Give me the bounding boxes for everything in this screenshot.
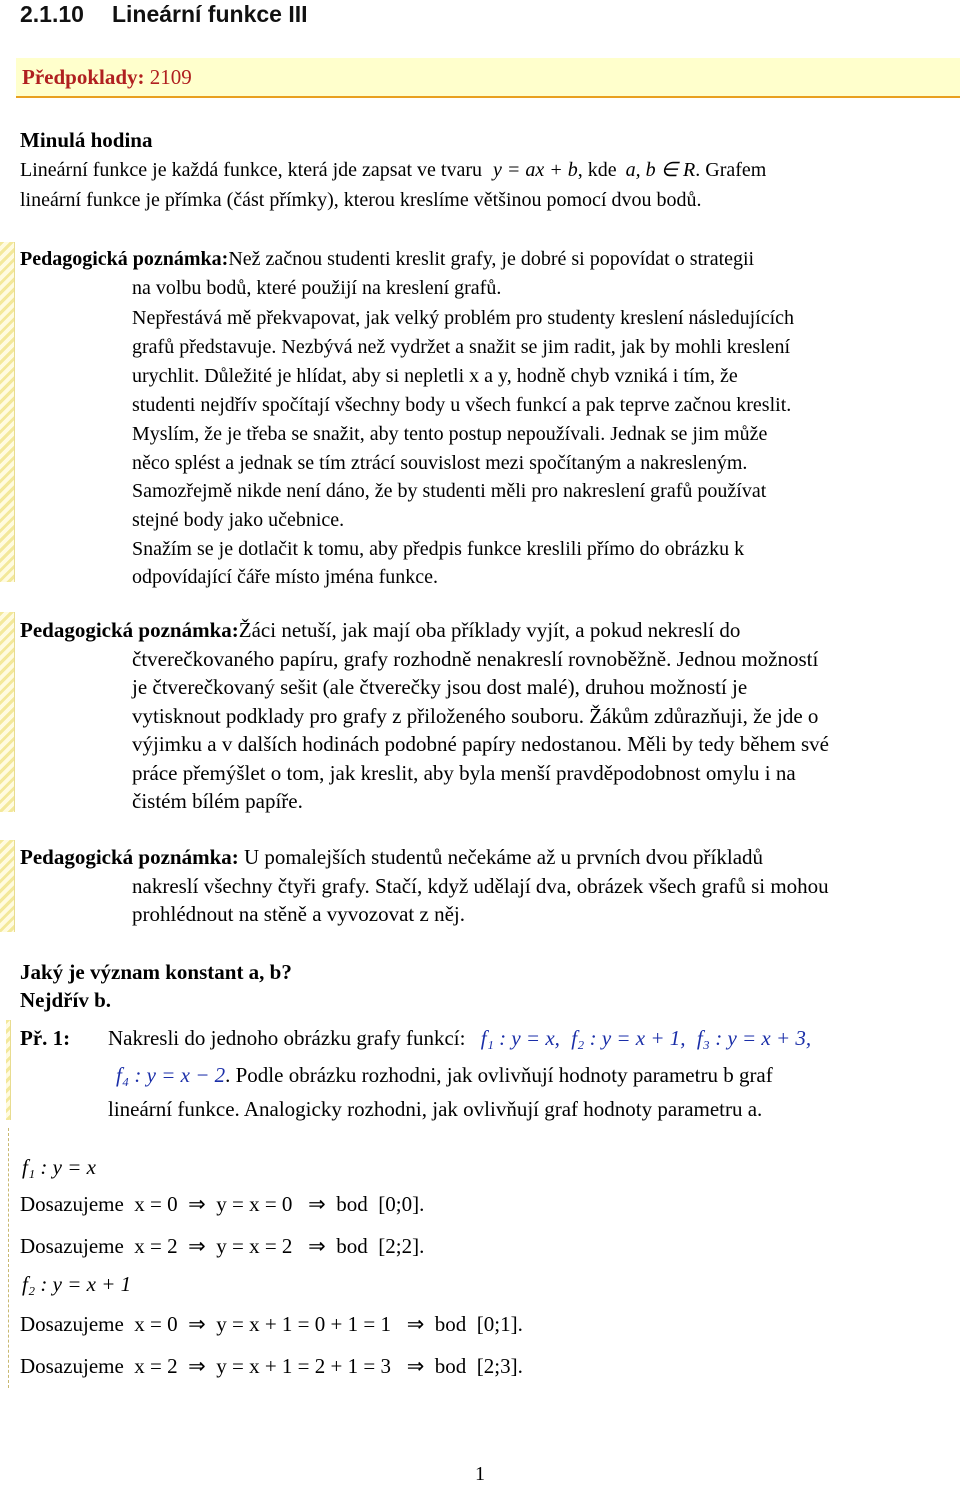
page-number: 1: [475, 1463, 485, 1485]
note-line: čistém bílém papíře.: [132, 789, 303, 813]
prerequisites-label: Předpoklady:: [22, 65, 145, 89]
solution-row: Dosazujeme x = 0 ⇒ y = x + 1 = 0 + 1 = 1 ⇒ bod [0;1].: [20, 1312, 523, 1336]
note-stripe: [0, 612, 15, 812]
note-line: Samozřejmě nikde není dáno, že by studenti měli pro nakreslení grafů používat: [132, 480, 767, 502]
last-lesson-line2: lineární funkce je přímka (část přímky), kterou kreslíme většinou pomocí dvou bodů.: [20, 189, 702, 211]
solution-row: Dosazujeme x = 2 ⇒ y = x + 1 = 2 + 1 = 3 ⇒ bod [2;3].: [20, 1354, 523, 1378]
note-line: vytisknout podklady pro grafy z přiloženého souboru. Žákům zdůrazňuji, že jde o: [132, 704, 819, 728]
note-line: studenti nejdřív spočítají všechny body u všech funkcí a pak teprve začnou kreslit.: [132, 394, 792, 416]
last-lesson-line1: [20, 156, 950, 184]
note-line: výjimku a v dalších hodinách podobné papíry nedostanou. Měli by tedy během své: [132, 732, 829, 756]
last-lesson-text-a: Lineární funkce je každá funkce, která jde zapsat ve tvaru: [20, 159, 482, 181]
note-line: odpovídající čáře místo jména funkce.: [132, 566, 439, 588]
solution-row: Dosazujeme x = 0 ⇒ y = x = 0 ⇒ bod [0;0].: [20, 1192, 425, 1216]
parameter-domain: a, b ∈ R: [625, 159, 696, 181]
function-f4: f₄ : y = x − 2: [116, 1063, 226, 1087]
note-line: grafů představuje. Nezbývá než vydržet a snažit se jim radit, jak by mohli kreslení: [132, 336, 791, 358]
example-stripe: [6, 1020, 11, 1120]
note-line: prohlédnout na stěně a vyvozovat z něj.: [132, 902, 465, 926]
example-label: Př. 1:: [20, 1026, 71, 1050]
note-line: Snažím se je dotlačit k tomu, aby předpis funkce kreslili přímo do obrázku k: [132, 538, 745, 560]
linear-formula: y = ax + b: [492, 159, 578, 181]
note-line: je čtverečkovaný sešit (ale čtverečky jsou dost malé), druhou možností je: [132, 675, 748, 699]
last-lesson-text-c: . Grafem: [695, 159, 767, 181]
note-line: U pomalejších studentů nečekáme až u prvních dvou příkladů: [244, 845, 764, 869]
last-lesson-heading: Minulá hodina: [20, 128, 153, 152]
example-line1: [108, 1024, 811, 1052]
note-line: práce přemýšlet o tom, jak kreslit, aby byla menší pravděpodobnost omylu i na: [132, 761, 796, 785]
note-line: Myslím, že je třeba se snažit, aby tento postup nepoužívali. Jednak se jim může: [132, 423, 768, 445]
function-f3: f₃ : y = x + 3,: [696, 1026, 812, 1050]
solution-f1-head: f₁ : y = x: [22, 1155, 96, 1179]
note-label: Pedagogická poznámka:: [20, 248, 229, 270]
note-line: Než začnou studenti kreslit grafy, je dobré si popovídat o strategii: [228, 248, 755, 270]
solution-f2-head: f₂ : y = x + 1: [22, 1272, 132, 1296]
note-line: něco splést a jednak se tím ztrácí souvislost mezi spočítaným a nakresleným.: [132, 452, 748, 474]
note-line: na volbu bodů, které použijí na kreslení grafů.: [132, 277, 502, 299]
solution-margin: [8, 1128, 10, 1388]
note-stripe: [0, 242, 15, 582]
note-line: Nepřestává mě překvapovat, jak velký problém pro studenty kreslení následujících: [132, 307, 795, 329]
title-text: Lineární funkce III: [111, 1, 308, 27]
function-f2: f₂ : y = x + 1,: [571, 1026, 686, 1050]
note-line: nakreslí všechny čtyři grafy. Stačí, když udělají dva, obrázek všech grafů si mohou: [132, 874, 829, 898]
note-line: Žáci netuší, jak mají oba příklady vyjít, a pokud nekreslí do: [238, 618, 741, 642]
example-text: Nakresli do jednoho obrázku grafy funkcí:: [108, 1026, 466, 1050]
question-subheading: Nejdřív b.: [20, 988, 111, 1012]
last-lesson-text-b: , kde: [577, 159, 617, 181]
page-title: [20, 0, 308, 28]
example-text: . Podle obrázku rozhodni, jak ovlivňují hodnoty parametru b graf: [225, 1063, 773, 1087]
note-label: Pedagogická poznámka:: [20, 618, 239, 642]
section-number: 2.1.10: [20, 1, 84, 27]
question-heading: Jaký je význam konstant a, b?: [20, 960, 292, 984]
function-f1: f₁ : y = x,: [480, 1026, 560, 1050]
prerequisites-value: 2109: [149, 65, 192, 89]
note-line: urychlit. Důležité je hlídat, aby si nepletli x a y, hodně chyb vzniká i tím, že: [132, 365, 738, 387]
note-label: Pedagogická poznámka:: [20, 845, 239, 869]
solution-row: Dosazujeme x = 2 ⇒ y = x = 2 ⇒ bod [2;2].: [20, 1234, 425, 1258]
prerequisites-box: [16, 58, 960, 98]
note-line: stejné body jako učebnice.: [132, 509, 345, 531]
note-line: čtverečkovaného papíru, grafy rozhodně nenakreslí rovnoběžně. Jednou možností: [132, 647, 819, 671]
note-stripe: [0, 840, 15, 932]
example-line3: lineární funkce. Analogicky rozhodni, jak ovlivňují graf hodnoty parametru a.: [108, 1097, 763, 1121]
example-line2: [116, 1061, 773, 1089]
